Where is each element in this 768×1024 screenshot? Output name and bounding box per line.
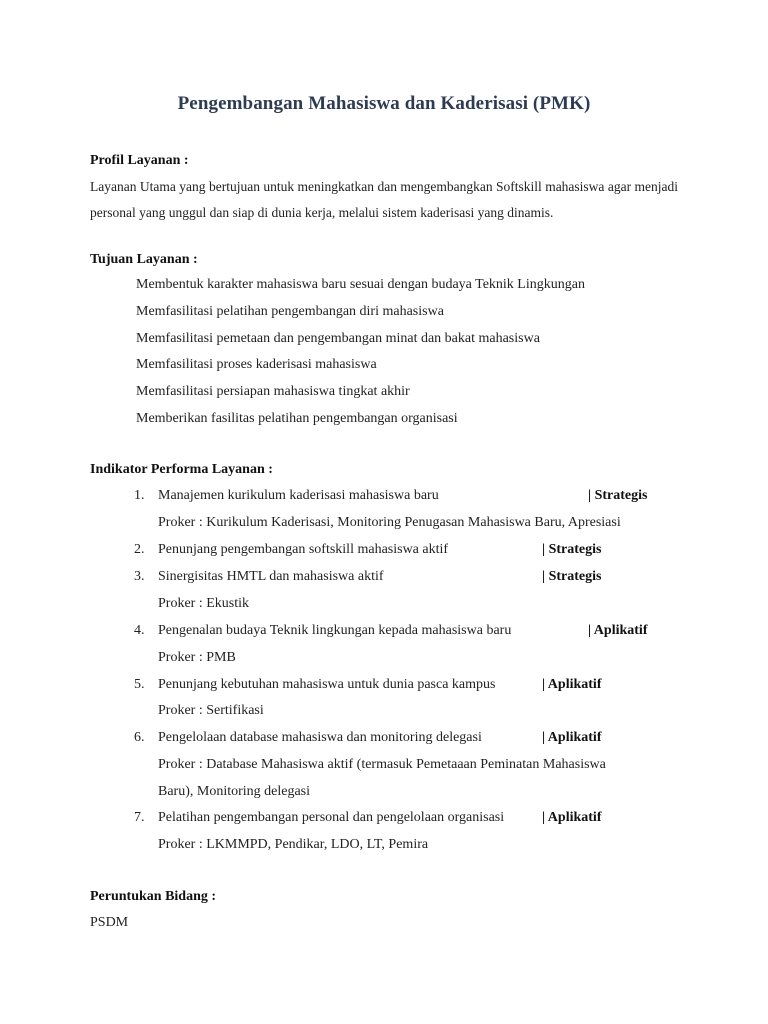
tujuan-item: Memfasilitasi persiapan mahasiswa tingkat akhir: [136, 384, 410, 399]
indikator-number: 7.: [134, 810, 145, 825]
indikator-text: Penunjang pengembangan softskill mahasiswa aktif: [158, 542, 449, 557]
indikator-category: | Strategis: [588, 488, 648, 503]
indikator-proker: Proker : Sertifikasi: [158, 703, 264, 718]
indikator-proker: Proker : PMB: [158, 650, 236, 665]
indikator-number: 6.: [134, 730, 145, 745]
tujuan-item: Memfasilitasi proses kaderisasi mahasiswa: [136, 357, 377, 372]
indikator-heading: Indikator Performa Layanan :: [90, 462, 273, 477]
indikator-text: Sinergisitas HMTL dan mahasiswa aktif: [158, 569, 384, 584]
peruntukan-heading: Peruntukan Bidang :: [90, 889, 217, 904]
tujuan-item: Membentuk karakter mahasiswa baru sesuai dengan budaya Teknik Lingkungan: [136, 277, 585, 292]
tujuan-item: Memberikan fasilitas pelatihan pengembangan organisasi: [136, 411, 458, 426]
indikator-number: 5.: [134, 677, 145, 692]
indikator-proker: Proker : Database Mahasiswa aktif (termasuk Pemetaaan Peminatan Mahasiswa: [158, 757, 606, 772]
peruntukan-value: PSDM: [90, 915, 129, 930]
indikator-number: 3.: [134, 569, 145, 584]
indikator-text: Pelatihan pengembangan personal dan pengelolaan organisasi: [158, 810, 505, 825]
tujuan-heading: Tujuan Layanan :: [90, 252, 198, 267]
indikator-category: | Aplikatif: [588, 623, 648, 638]
indikator-proker: Baru), Monitoring delegasi: [158, 784, 311, 799]
indikator-category: | Aplikatif: [542, 677, 602, 692]
indikator-category: | Strategis: [542, 542, 602, 557]
indikator-text: Penunjang kebutuhan mahasiswa untuk dunia pasca kampus: [158, 677, 496, 692]
indikator-proker: Proker : Ekustik: [158, 596, 249, 611]
indikator-category: | Aplikatif: [542, 730, 602, 745]
indikator-category: | Strategis: [542, 569, 602, 584]
tujuan-item: Memfasilitasi pelatihan pengembangan diri mahasiswa: [136, 304, 444, 319]
indikator-number: 1.: [134, 488, 145, 503]
tujuan-item: Memfasilitasi pemetaan dan pengembangan minat dan bakat mahasiswa: [136, 331, 540, 346]
indikator-number: 2.: [134, 542, 145, 557]
indikator-proker: Proker : LKMMPD, Pendikar, LDO, LT, Pemira: [158, 837, 429, 852]
indikator-proker: Proker : Kurikulum Kaderisasi, Monitoring Penugasan Mahasiswa Baru, Apresiasi: [158, 515, 621, 530]
indikator-text: Pengelolaan database mahasiswa dan monitoring delegasi: [158, 730, 482, 745]
indikator-text: Pengenalan budaya Teknik lingkungan kepada mahasiswa baru: [158, 623, 512, 638]
profil-heading: Profil Layanan :: [90, 153, 189, 168]
indikator-text: Manajemen kurikulum kaderisasi mahasiswa baru: [158, 488, 439, 503]
profil-text: Layanan Utama yang bertujuan untuk meningkatkan dan mengembangkan Softskill mahasiswa agar menjadi personal yang unggul dan siap di dunia kerja, melalui sistem kaderisasi yang dinamis.: [90, 179, 678, 220]
page-title: Pengembangan Mahasiswa dan Kaderisasi (PMK): [177, 93, 591, 114]
indikator-category: | Aplikatif: [542, 810, 602, 825]
indikator-number: 4.: [134, 623, 145, 638]
